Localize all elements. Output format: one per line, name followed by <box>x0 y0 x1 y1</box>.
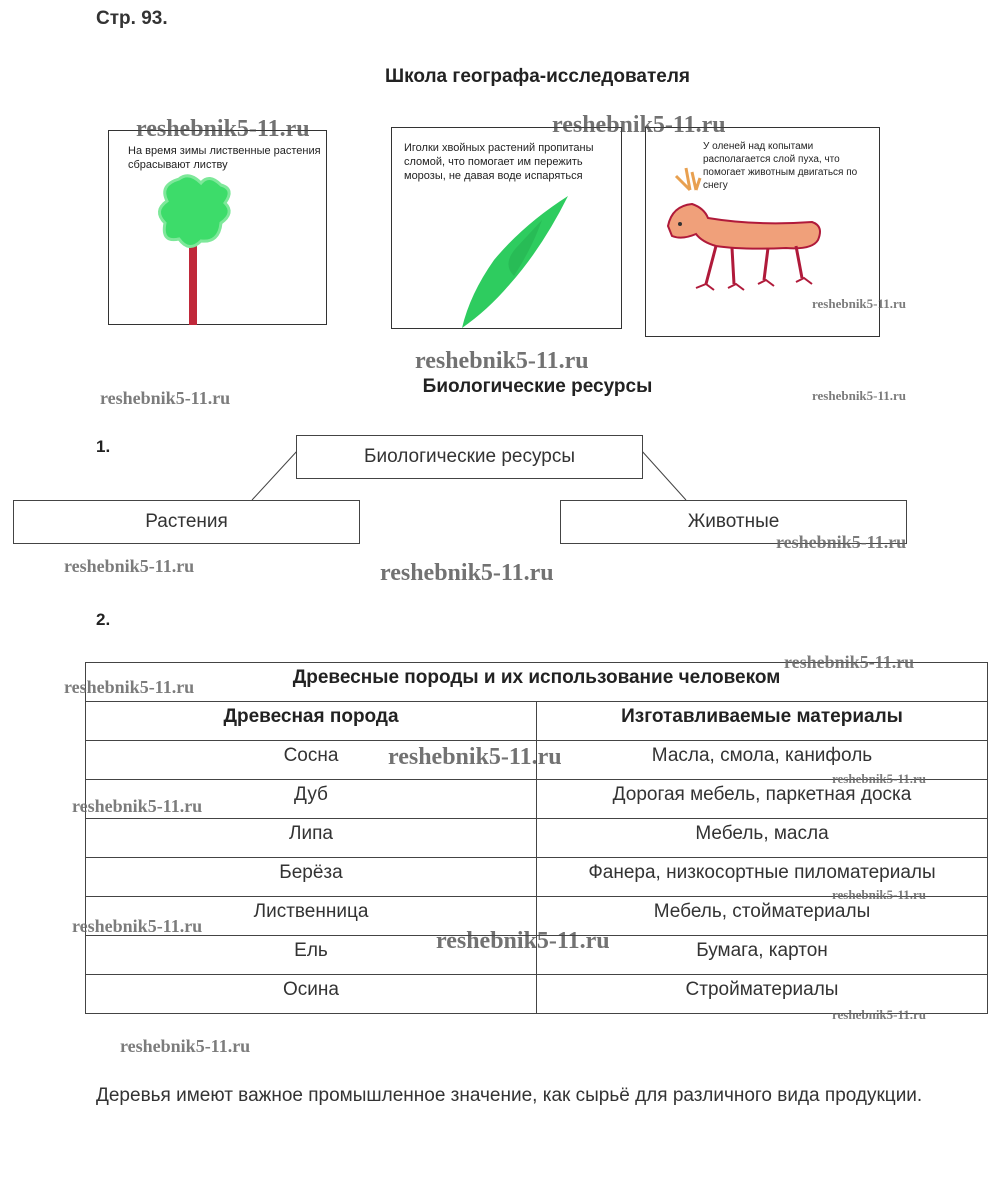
section-title-geographer: Школа географа-исследователя <box>385 66 690 87</box>
watermark: reshebnik5-11.ru <box>812 388 907 403</box>
watermark: reshebnik5-11.ru <box>552 112 726 138</box>
watermark: reshebnik5-11.ru <box>832 887 927 902</box>
table-header-materials: Изготавливаемые материалы <box>537 702 988 741</box>
watermark: reshebnik5-11.ru <box>812 296 907 311</box>
cell-materials: Стройматериалы <box>537 975 988 1014</box>
cell-species: Липа <box>86 819 537 858</box>
section-title-bioresources: Биологические ресурсы <box>422 376 653 397</box>
card-deer-text: У оленей над копытами располагается слой пуха, что помогает животным двигаться по снегу <box>703 141 858 191</box>
task-number-1: 1. <box>96 437 111 456</box>
card-conifer-text: Иголки хвойных растений пропитаны сломой, что помогает им пережить морозы, не давая воде испаряться <box>404 142 594 182</box>
cell-materials: Мебель, масла <box>537 819 988 858</box>
watermark: reshebnik5-11.ru <box>436 928 610 954</box>
watermark: reshebnik5-11.ru <box>388 744 562 770</box>
cell-materials: Фанера, низкосортные пиломатериалы <box>537 858 988 897</box>
diagram-animals-box: Животные <box>560 500 907 544</box>
wood-species-table <box>85 662 988 1014</box>
watermark: reshebnik5-11.ru <box>100 388 231 408</box>
watermark: reshebnik5-11.ru <box>784 652 915 672</box>
cell-species: Сосна <box>86 741 537 780</box>
cell-materials: Бумага, картон <box>537 936 988 975</box>
task-number-2: 2. <box>96 610 111 629</box>
cell-materials: Дорогая мебель, паркетная доска <box>537 780 988 819</box>
watermark: reshebnik5-11.ru <box>776 532 907 552</box>
page-number: Стр. 93. <box>96 8 168 29</box>
cell-materials: Масла, смола, канифоль <box>537 741 988 780</box>
cell-species: Дуб <box>86 780 537 819</box>
table-header-species: Древесная порода <box>86 702 537 741</box>
watermark: reshebnik5-11.ru <box>832 1007 927 1022</box>
cell-species: Ель <box>86 936 537 975</box>
watermark: reshebnik5-11.ru <box>72 916 203 936</box>
cell-species: Берёза <box>86 858 537 897</box>
watermark: reshebnik5-11.ru <box>380 560 554 586</box>
watermark: reshebnik5-11.ru <box>120 1036 251 1056</box>
cell-species: Лиственница <box>86 897 537 936</box>
diagram-plants-box: Растения <box>13 500 360 544</box>
table-row <box>86 819 988 858</box>
cell-species: Осина <box>86 975 537 1014</box>
table-caption: Древесные породы и их использование человеком <box>86 663 988 702</box>
card-deciduous-text: На время зимы лиственные растения сбрасывают листву <box>128 145 321 171</box>
watermark: reshebnik5-11.ru <box>64 556 195 576</box>
diagram-root-box: Биологические ресурсы <box>296 435 643 479</box>
watermark: reshebnik5-11.ru <box>136 116 310 142</box>
watermark: reshebnik5-11.ru <box>832 771 927 786</box>
watermark: reshebnik5-11.ru <box>64 677 195 697</box>
conclusion-text: Деревья имеют важное промышленное значение, как сырьё для различного вида продукции. <box>96 1085 923 1106</box>
watermark: reshebnik5-11.ru <box>415 348 589 374</box>
cell-materials: Мебель, стойматериалы <box>537 897 988 936</box>
watermark: reshebnik5-11.ru <box>72 796 203 816</box>
